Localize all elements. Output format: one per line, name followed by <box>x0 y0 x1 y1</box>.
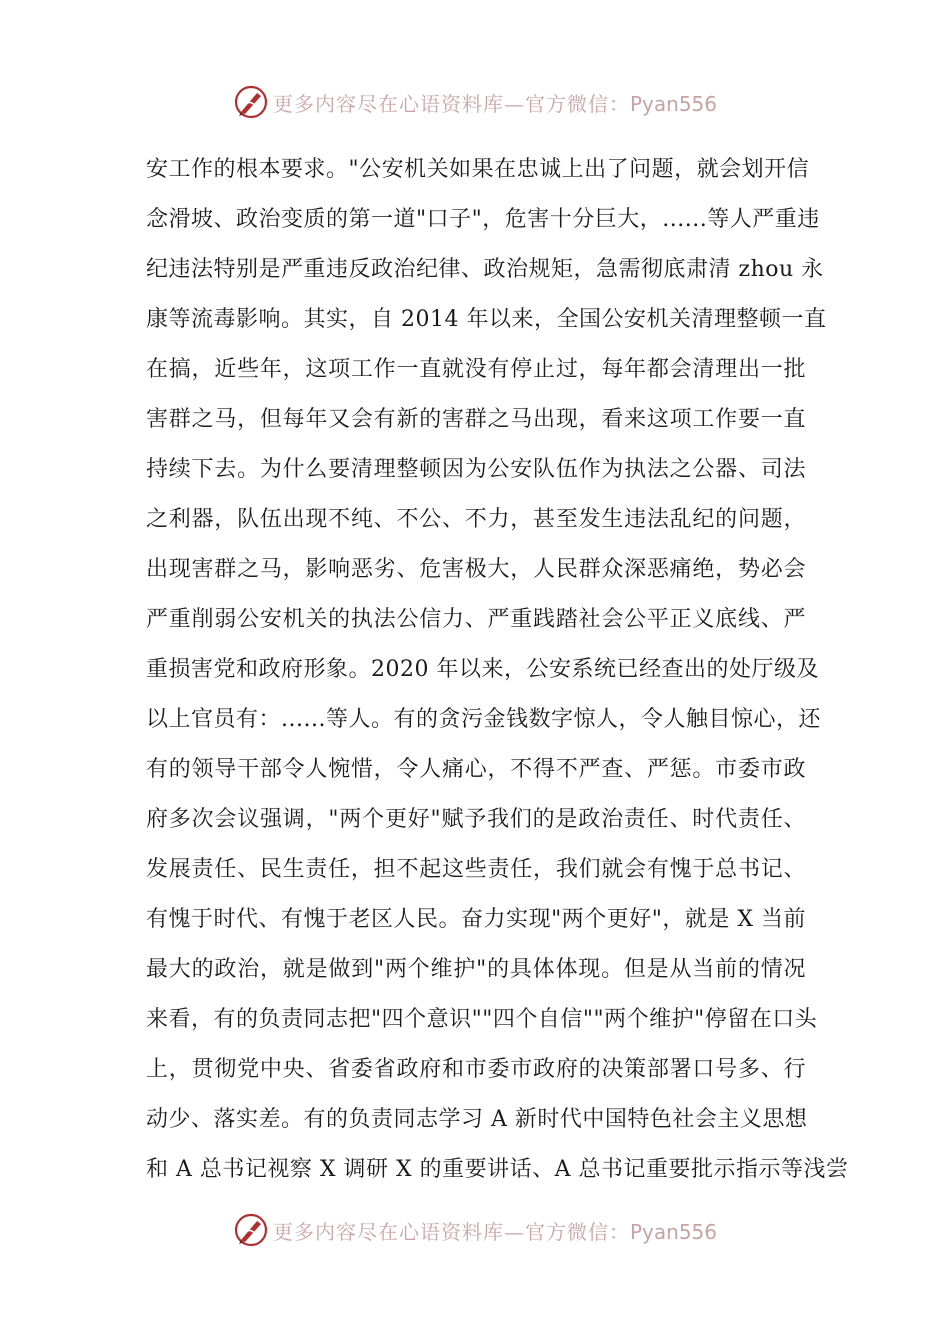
text-line: 出现害群之马，影响恶劣、危害极大，人民群众深恶痛绝，势必会 <box>146 557 806 582</box>
pen-logo-icon <box>233 1212 269 1248</box>
text-line: 发展责任、民生责任，担不起这些责任，我们就会有愧于总书记、 <box>146 857 806 882</box>
text-line: 最大的政治，就是做到"两个维护"的具体体现。但是从当前的情况 <box>146 957 806 982</box>
footer-banner-label: 更多内容尽在心语资料库—官方微信： <box>272 1219 630 1244</box>
header-banner <box>0 82 950 122</box>
text-line: 严重削弱公安机关的执法公信力、严重践踏社会公平正义底线、严 <box>146 607 806 632</box>
text-line: 康等流毒影响。其实，自 2014 年以来，全国公安机关清理整顿一直 <box>146 307 827 332</box>
text-line: 来看，有的负责同志把"四个意识""四个自信""两个维护"停留在口头 <box>146 1007 818 1032</box>
text-line: 以上官员有：......等人。有的贪污金钱数字惊人，令人触目惊心，还 <box>146 707 821 732</box>
body-text <box>146 145 849 1195</box>
footer-banner <box>0 1210 950 1250</box>
footer-banner-text <box>273 1216 717 1245</box>
text-line: 重损害党和政府形象。2020 年以来，公安系统已经查出的处厅级及 <box>146 657 819 682</box>
text-line: 在搞，近些年，这项工作一直就没有停止过，每年都会清理出一批 <box>146 357 806 382</box>
text-line: 安工作的根本要求。"公安机关如果在忠诚上出了问题，就会划开信 <box>146 157 810 182</box>
header-banner-label: 更多内容尽在心语资料库—官方微信： <box>272 91 630 116</box>
header-banner-wechat: Pyan556 <box>629 91 717 116</box>
text-line: 害群之马，但每年又会有新的害群之马出现，看来这项工作要一直 <box>146 407 806 432</box>
text-line: 纪违法特别是严重违反政治纪律、政治规矩，急需彻底肃清 zhou 永 <box>146 257 824 282</box>
pen-logo-icon <box>233 84 269 120</box>
text-line: 动少、落实差。有的负责同志学习 A 新时代中国特色社会主义思想 <box>146 1107 808 1132</box>
text-line: 上，贯彻党中央、省委省政府和市委市政府的决策部署口号多、行 <box>146 1057 806 1082</box>
text-line: 持续下去。为什么要清理整顿因为公安队伍作为执法之公器、司法 <box>146 457 806 482</box>
text-line: 府多次会议强调，"两个更好"赋予我们的是政治责任、时代责任、 <box>146 807 806 832</box>
text-line: 有的领导干部令人惋惜，令人痛心，不得不严查、严惩。市委市政 <box>146 757 806 782</box>
header-banner-text <box>273 88 717 117</box>
text-line: 和 A 总书记视察 X 调研 X 的重要讲话、A 总书记重要批示指示等浅尝 <box>146 1157 849 1182</box>
text-line: 念滑坡、政治变质的第一道"口子"，危害十分巨大，......等人严重违 <box>146 207 820 232</box>
footer-banner-wechat: Pyan556 <box>629 1219 717 1244</box>
text-line: 之利器，队伍出现不纯、不公、不力，甚至发生违法乱纪的问题， <box>146 507 806 532</box>
text-line: 有愧于时代、有愧于老区人民。奋力实现"两个更好"，就是 X 当前 <box>146 907 806 932</box>
